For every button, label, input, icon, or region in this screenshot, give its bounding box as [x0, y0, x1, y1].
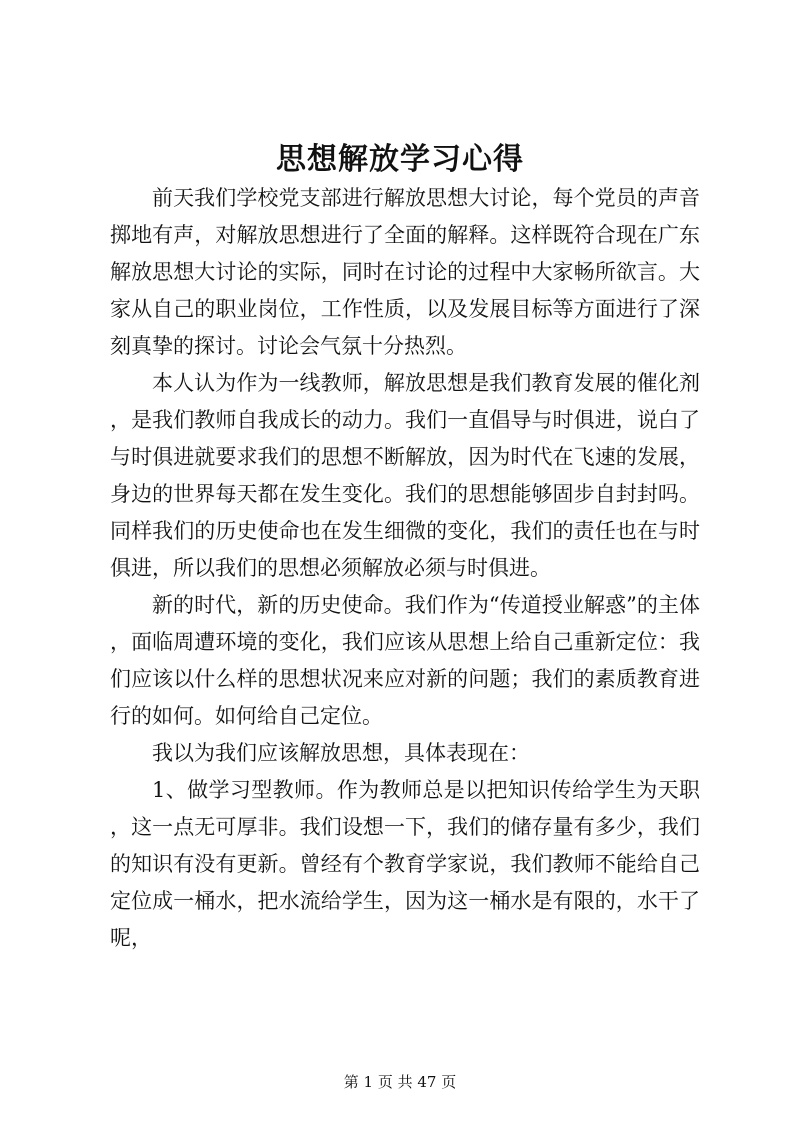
paragraph-4: 我以为我们应该解放思想，具体表现在：	[152, 741, 530, 765]
paragraph-3: 新的时代，新的历史使命。我们作为“传道授业解惑”的主体，面临周遭环境的变化，我们应该从思想上给自己重新定位：我们应该以什么样的思想状况来应对新的问题；我们的素质教育进行的如何。如何给自己定位。	[110, 593, 700, 728]
page-footer: 第 1 页 共 47 页	[343, 1073, 457, 1091]
document-title: 思想解放学习心得	[276, 142, 524, 177]
paragraph-5: 1、做学习型教师。作为教师总是以把知识传给学生为天职，这一点无可厚非。我们设想一下，我们的储存量有多少，我们的知识有没有更新。曾经有个教育学家说，我们教师不能给自己定位成一桶水，把水流给学生，因为这一桶水是有限的，水干了呢，	[110, 778, 700, 950]
paragraph-1: 前天我们学校党支部进行解放思想大讨论，每个党员的声音掷地有声，对解放思想进行了全面的解释。这样既符合现在广东解放思想大讨论的实际，同时在讨论的过程中大家畅所欲言。大家从自己的职业岗位，工作性质，以及发展目标等方面进行了深刻真挚的探讨。讨论会气氛十分热烈。	[110, 186, 700, 358]
document-body	[110, 180, 700, 957]
paragraph-2: 本人认为作为一线教师，解放思想是我们教育发展的催化剂，是我们教师自我成长的动力。我们一直倡导与时俱进，说白了与时俱进就要求我们的思想不断解放，因为时代在飞速的发展，身边的世界每天都在发生变化。我们的思想能够固步自封封吗。同样我们的历史使命也在发生细微的变化，我们的责任也在与时俱进，所以我们的思想必须解放必须与时俱进。	[110, 371, 700, 580]
